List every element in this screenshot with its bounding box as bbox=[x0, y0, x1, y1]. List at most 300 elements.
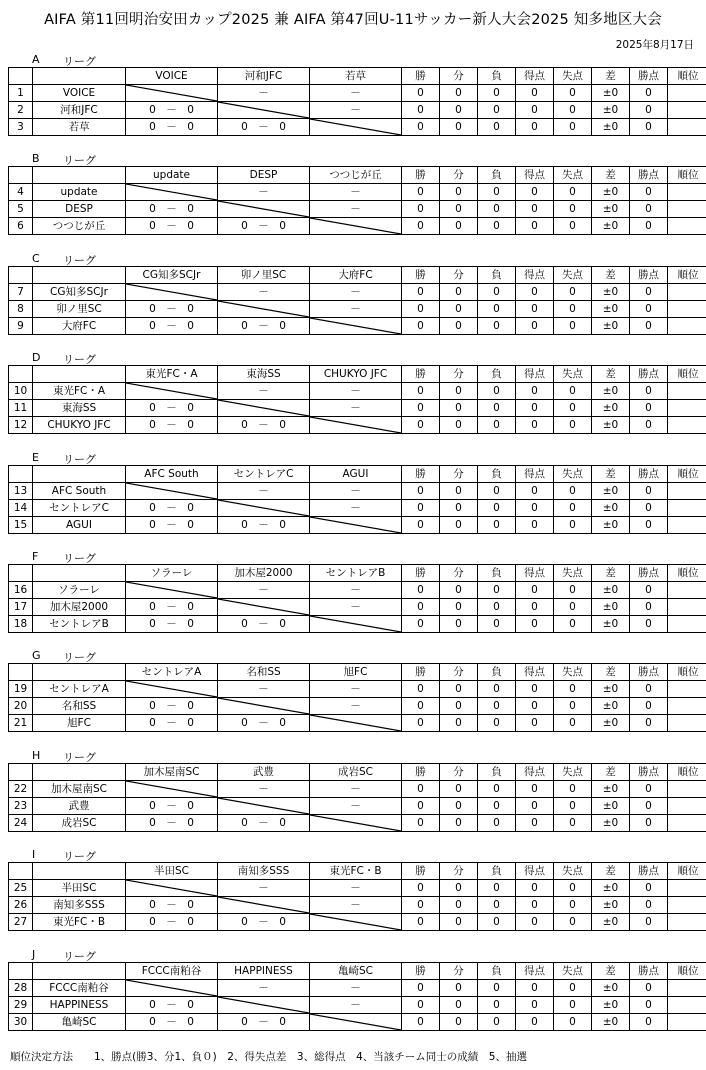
opponent-header: DESP bbox=[218, 167, 310, 184]
stat-header: 勝 bbox=[402, 366, 440, 383]
match-score-cell: 0 － 0 bbox=[126, 516, 218, 533]
team-name: VOICE bbox=[33, 85, 126, 102]
stat-header: 負 bbox=[478, 366, 516, 383]
league-c bbox=[8, 251, 698, 335]
self-match-cell bbox=[310, 715, 402, 732]
self-match-cell bbox=[218, 698, 310, 715]
self-match-cell bbox=[218, 897, 310, 914]
stat-cell bbox=[668, 516, 706, 533]
team-number: 9 bbox=[9, 317, 33, 334]
self-match-cell bbox=[126, 482, 218, 499]
stat-cell: 0 bbox=[516, 516, 554, 533]
stat-header: 負 bbox=[478, 167, 516, 184]
stat-cell: 0 bbox=[554, 780, 592, 797]
match-score-cell: 0 － 0 bbox=[126, 814, 218, 831]
stat-header: 順位 bbox=[668, 266, 706, 283]
team-name: DESP bbox=[33, 201, 126, 218]
stat-header: 順位 bbox=[668, 465, 706, 482]
pending-match-cell: － bbox=[310, 400, 402, 417]
stat-cell: 0 bbox=[402, 797, 440, 814]
stat-cell: 0 bbox=[516, 979, 554, 996]
opponent-header: update bbox=[126, 167, 218, 184]
stat-cell: 0 bbox=[630, 880, 668, 897]
stat-cell: 0 bbox=[516, 797, 554, 814]
match-score-cell: 0 － 0 bbox=[126, 119, 218, 136]
opponent-header: 名和SS bbox=[218, 664, 310, 681]
header-row bbox=[9, 167, 706, 184]
stat-cell: ±0 bbox=[592, 119, 630, 136]
stat-header: 勝 bbox=[402, 167, 440, 184]
pending-match-cell: － bbox=[310, 880, 402, 897]
corner-blank bbox=[9, 962, 33, 979]
match-score-cell: 0 － 0 bbox=[218, 516, 310, 533]
stat-cell bbox=[668, 201, 706, 218]
stat-cell: 0 bbox=[630, 599, 668, 616]
league-letter: J bbox=[32, 947, 36, 961]
stat-header: 負 bbox=[478, 863, 516, 880]
stat-cell: ±0 bbox=[592, 383, 630, 400]
stat-header: 勝 bbox=[402, 565, 440, 582]
stat-cell: ±0 bbox=[592, 979, 630, 996]
team-name: 大府FC bbox=[33, 317, 126, 334]
stat-cell: ±0 bbox=[592, 616, 630, 633]
stat-cell: 0 bbox=[516, 1013, 554, 1030]
opponent-header: セントレアA bbox=[126, 664, 218, 681]
stat-cell: 0 bbox=[516, 698, 554, 715]
league-heading bbox=[8, 251, 698, 266]
corner-blank bbox=[9, 863, 33, 880]
league-letter: F bbox=[32, 550, 39, 563]
opponent-header: 東光FC・B bbox=[310, 863, 402, 880]
stat-cell: 0 bbox=[440, 681, 478, 698]
stat-header: 負 bbox=[478, 266, 516, 283]
stat-cell: ±0 bbox=[592, 102, 630, 119]
stat-header: 差 bbox=[592, 962, 630, 979]
stat-cell: 0 bbox=[478, 814, 516, 831]
stat-header: 負 bbox=[478, 664, 516, 681]
league-i bbox=[8, 847, 698, 931]
table-row bbox=[9, 996, 706, 1013]
team-name: 亀崎SC bbox=[33, 1013, 126, 1030]
stat-header: 勝点 bbox=[630, 664, 668, 681]
stat-cell bbox=[668, 184, 706, 201]
table-row bbox=[9, 616, 706, 633]
stat-cell: 0 bbox=[402, 119, 440, 136]
stat-cell: 0 bbox=[554, 283, 592, 300]
stat-cell: 0 bbox=[630, 300, 668, 317]
stat-cell: 0 bbox=[516, 300, 554, 317]
stat-header: 失点 bbox=[554, 366, 592, 383]
team-number: 16 bbox=[9, 582, 33, 599]
team-name: 加木屋2000 bbox=[33, 599, 126, 616]
pending-match-cell: － bbox=[310, 499, 402, 516]
stat-cell: 0 bbox=[402, 616, 440, 633]
team-name: AGUI bbox=[33, 516, 126, 533]
stat-cell: 0 bbox=[630, 184, 668, 201]
pending-match-cell: － bbox=[310, 283, 402, 300]
corner-blank bbox=[9, 664, 33, 681]
stat-cell: 0 bbox=[440, 814, 478, 831]
team-number: 29 bbox=[9, 996, 33, 1013]
stat-cell: 0 bbox=[554, 996, 592, 1013]
stat-cell: 0 bbox=[630, 979, 668, 996]
stat-cell: 0 bbox=[402, 201, 440, 218]
table-row bbox=[9, 797, 706, 814]
header-row bbox=[9, 962, 706, 979]
stat-header: 順位 bbox=[668, 863, 706, 880]
stat-cell: 0 bbox=[516, 417, 554, 434]
stat-cell bbox=[668, 1013, 706, 1030]
stat-cell: 0 bbox=[440, 880, 478, 897]
stat-cell: 0 bbox=[440, 1013, 478, 1030]
stat-header: 分 bbox=[440, 167, 478, 184]
league-label: リーグ bbox=[63, 850, 96, 864]
match-score-cell: 0 － 0 bbox=[126, 616, 218, 633]
team-number: 22 bbox=[9, 780, 33, 797]
league-letter: I bbox=[32, 848, 36, 862]
stat-cell: ±0 bbox=[592, 218, 630, 235]
corner-blank bbox=[9, 68, 33, 85]
team-number: 23 bbox=[9, 797, 33, 814]
stat-header: 分 bbox=[440, 863, 478, 880]
stat-header: 分 bbox=[440, 266, 478, 283]
league-d bbox=[8, 350, 698, 434]
table-row bbox=[9, 317, 706, 334]
stat-cell: 0 bbox=[478, 914, 516, 931]
pending-match-cell: － bbox=[310, 599, 402, 616]
league-label: リーグ bbox=[63, 55, 96, 68]
stat-cell: 0 bbox=[516, 599, 554, 616]
self-match-cell bbox=[126, 780, 218, 797]
self-match-cell bbox=[310, 616, 402, 633]
page-title: AIFA 第11回明治安田カップ2025 兼 AIFA 第47回U-11サッカー新人大会2025 知多地区大会 bbox=[44, 12, 662, 28]
match-score-cell: 0 － 0 bbox=[218, 1013, 310, 1030]
team-number: 10 bbox=[9, 383, 33, 400]
stat-cell: 0 bbox=[516, 715, 554, 732]
match-score-cell: 0 － 0 bbox=[126, 102, 218, 119]
table-row bbox=[9, 880, 706, 897]
team-name: 成岩SC bbox=[33, 814, 126, 831]
stat-cell: 0 bbox=[554, 383, 592, 400]
standings-table bbox=[8, 962, 706, 1031]
stat-header: 勝 bbox=[402, 763, 440, 780]
stat-cell: 0 bbox=[630, 914, 668, 931]
stat-cell: 0 bbox=[630, 996, 668, 1013]
self-match-cell bbox=[126, 681, 218, 698]
table-row bbox=[9, 979, 706, 996]
table-row bbox=[9, 914, 706, 931]
match-score-cell: 0 － 0 bbox=[126, 599, 218, 616]
table-row bbox=[9, 85, 706, 102]
pending-match-cell: － bbox=[310, 482, 402, 499]
opponent-header: AFC South bbox=[126, 465, 218, 482]
stat-header: 分 bbox=[440, 366, 478, 383]
league-heading bbox=[8, 151, 698, 166]
corner-blank bbox=[9, 366, 33, 383]
opponent-header: 若草 bbox=[310, 68, 402, 85]
league-a bbox=[8, 52, 698, 136]
stat-header: 勝点 bbox=[630, 863, 668, 880]
stat-header: 差 bbox=[592, 68, 630, 85]
match-score-cell: 0 － 0 bbox=[126, 300, 218, 317]
stat-cell: 0 bbox=[554, 417, 592, 434]
stat-cell: 0 bbox=[402, 897, 440, 914]
league-b bbox=[8, 151, 698, 235]
pending-match-cell: － bbox=[310, 979, 402, 996]
stat-header: 得点 bbox=[516, 664, 554, 681]
corner-blank bbox=[33, 167, 126, 184]
table-row bbox=[9, 516, 706, 533]
league-heading bbox=[8, 847, 698, 862]
stat-cell: 0 bbox=[554, 400, 592, 417]
stat-cell: 0 bbox=[478, 979, 516, 996]
stat-header: 分 bbox=[440, 465, 478, 482]
self-match-cell bbox=[310, 317, 402, 334]
stat-cell: 0 bbox=[478, 516, 516, 533]
opponent-header: AGUI bbox=[310, 465, 402, 482]
table-row bbox=[9, 102, 706, 119]
stat-cell: 0 bbox=[440, 715, 478, 732]
stat-header: 勝点 bbox=[630, 465, 668, 482]
stat-cell: 0 bbox=[440, 914, 478, 931]
opponent-header: セントレアB bbox=[310, 565, 402, 582]
corner-blank bbox=[9, 167, 33, 184]
league-heading bbox=[8, 350, 698, 365]
match-score-cell: 0 － 0 bbox=[218, 715, 310, 732]
stat-cell: 0 bbox=[554, 698, 592, 715]
team-name: 東光FC・A bbox=[33, 383, 126, 400]
stat-cell bbox=[668, 698, 706, 715]
stat-cell bbox=[668, 880, 706, 897]
league-label: リーグ bbox=[63, 651, 96, 665]
stat-cell: 0 bbox=[554, 218, 592, 235]
match-score-cell: 0 － 0 bbox=[218, 417, 310, 434]
standings-table bbox=[8, 266, 706, 335]
stat-cell: 0 bbox=[478, 681, 516, 698]
standings-table bbox=[8, 365, 706, 434]
stat-cell: 0 bbox=[402, 102, 440, 119]
opponent-header: FCCC南粕谷 bbox=[126, 962, 218, 979]
stat-cell: 0 bbox=[516, 897, 554, 914]
team-number: 4 bbox=[9, 184, 33, 201]
team-number: 13 bbox=[9, 482, 33, 499]
stat-cell: 0 bbox=[402, 218, 440, 235]
opponent-header: つつじが丘 bbox=[310, 167, 402, 184]
standings-table bbox=[8, 166, 706, 235]
stat-cell: 0 bbox=[516, 582, 554, 599]
stat-cell: 0 bbox=[402, 85, 440, 102]
pending-match-cell: － bbox=[310, 85, 402, 102]
stat-cell: 0 bbox=[630, 119, 668, 136]
stat-header: 順位 bbox=[668, 68, 706, 85]
stat-cell: 0 bbox=[630, 283, 668, 300]
stat-cell: 0 bbox=[630, 516, 668, 533]
stat-header: 負 bbox=[478, 465, 516, 482]
team-name: 旭FC bbox=[33, 715, 126, 732]
stat-cell: 0 bbox=[516, 499, 554, 516]
stat-cell: 0 bbox=[402, 780, 440, 797]
stat-cell: ±0 bbox=[592, 996, 630, 1013]
table-row bbox=[9, 1013, 706, 1030]
stat-cell: 0 bbox=[516, 681, 554, 698]
team-number: 18 bbox=[9, 616, 33, 633]
team-number: 2 bbox=[9, 102, 33, 119]
stat-cell: 0 bbox=[516, 201, 554, 218]
match-score-cell: 0 － 0 bbox=[218, 317, 310, 334]
team-number: 24 bbox=[9, 814, 33, 831]
opponent-header: 河和JFC bbox=[218, 68, 310, 85]
stat-header: 失点 bbox=[554, 763, 592, 780]
stat-cell bbox=[668, 102, 706, 119]
stat-header: 失点 bbox=[554, 565, 592, 582]
league-letter: C bbox=[32, 251, 40, 265]
stat-cell: 0 bbox=[554, 85, 592, 102]
table-row bbox=[9, 283, 706, 300]
stat-cell bbox=[668, 897, 706, 914]
pending-match-cell: － bbox=[218, 582, 310, 599]
stat-cell: 0 bbox=[440, 516, 478, 533]
team-name: ソラーレ bbox=[33, 582, 126, 599]
league-letter: B bbox=[32, 152, 40, 166]
league-label: リーグ bbox=[63, 949, 96, 963]
opponent-header: セントレアC bbox=[218, 465, 310, 482]
stat-cell: 0 bbox=[440, 897, 478, 914]
stat-cell: 0 bbox=[630, 797, 668, 814]
stat-cell: 0 bbox=[478, 499, 516, 516]
self-match-cell bbox=[218, 102, 310, 119]
stat-cell: 0 bbox=[630, 201, 668, 218]
team-number: 30 bbox=[9, 1013, 33, 1030]
league-label: リーグ bbox=[63, 253, 96, 267]
pending-match-cell: － bbox=[310, 897, 402, 914]
stat-cell: 0 bbox=[516, 616, 554, 633]
stat-header: 負 bbox=[478, 68, 516, 85]
stat-cell: 0 bbox=[440, 102, 478, 119]
stat-cell: 0 bbox=[402, 499, 440, 516]
stat-header: 得点 bbox=[516, 863, 554, 880]
table-row bbox=[9, 300, 706, 317]
opponent-header: HAPPINESS bbox=[218, 962, 310, 979]
stat-cell: 0 bbox=[440, 499, 478, 516]
league-heading bbox=[8, 748, 698, 763]
self-match-cell bbox=[218, 797, 310, 814]
stat-cell: 0 bbox=[440, 400, 478, 417]
self-match-cell bbox=[218, 996, 310, 1013]
self-match-cell bbox=[126, 283, 218, 300]
stat-cell: 0 bbox=[402, 914, 440, 931]
stat-cell: 0 bbox=[630, 1013, 668, 1030]
match-score-cell: 0 － 0 bbox=[126, 715, 218, 732]
header-row bbox=[9, 366, 706, 383]
standings-table bbox=[8, 564, 706, 633]
match-score-cell: 0 － 0 bbox=[126, 897, 218, 914]
stat-cell: 0 bbox=[402, 681, 440, 698]
stat-cell: 0 bbox=[554, 516, 592, 533]
stat-cell: ±0 bbox=[592, 482, 630, 499]
stat-cell: 0 bbox=[630, 780, 668, 797]
stat-cell: ±0 bbox=[592, 897, 630, 914]
opponent-header: 東海SS bbox=[218, 366, 310, 383]
stat-cell: 0 bbox=[402, 482, 440, 499]
stat-cell: 0 bbox=[630, 897, 668, 914]
stat-cell: 0 bbox=[516, 102, 554, 119]
header-row bbox=[9, 565, 706, 582]
stat-header: 負 bbox=[478, 962, 516, 979]
match-score-cell: 0 － 0 bbox=[218, 119, 310, 136]
stat-header: 勝 bbox=[402, 266, 440, 283]
table-row bbox=[9, 119, 706, 136]
stat-cell: 0 bbox=[478, 698, 516, 715]
table-row bbox=[9, 482, 706, 499]
stat-cell: 0 bbox=[554, 979, 592, 996]
team-name: update bbox=[33, 184, 126, 201]
team-number: 20 bbox=[9, 698, 33, 715]
stat-header: 勝 bbox=[402, 962, 440, 979]
opponent-header: 加木屋2000 bbox=[218, 565, 310, 582]
stat-header: 順位 bbox=[668, 366, 706, 383]
stat-cell: 0 bbox=[554, 482, 592, 499]
match-score-cell: 0 － 0 bbox=[218, 914, 310, 931]
team-number: 25 bbox=[9, 880, 33, 897]
stat-cell: 0 bbox=[630, 102, 668, 119]
stat-cell: 0 bbox=[630, 218, 668, 235]
stat-cell: ±0 bbox=[592, 914, 630, 931]
table-row bbox=[9, 201, 706, 218]
self-match-cell bbox=[126, 582, 218, 599]
team-number: 21 bbox=[9, 715, 33, 732]
team-number: 12 bbox=[9, 417, 33, 434]
stat-cell: 0 bbox=[440, 184, 478, 201]
header-row bbox=[9, 664, 706, 681]
table-row bbox=[9, 499, 706, 516]
match-score-cell: 0 － 0 bbox=[126, 417, 218, 434]
team-name: 半田SC bbox=[33, 880, 126, 897]
stat-cell: ±0 bbox=[592, 516, 630, 533]
stat-cell: 0 bbox=[630, 814, 668, 831]
stat-cell: 0 bbox=[554, 300, 592, 317]
team-number: 11 bbox=[9, 400, 33, 417]
league-letter: H bbox=[32, 748, 41, 762]
league-label: リーグ bbox=[63, 552, 96, 565]
stat-cell: 0 bbox=[630, 616, 668, 633]
stat-cell: 0 bbox=[554, 1013, 592, 1030]
corner-blank bbox=[33, 962, 126, 979]
stat-cell bbox=[668, 218, 706, 235]
stat-cell: 0 bbox=[402, 184, 440, 201]
team-name: 名和SS bbox=[33, 698, 126, 715]
stat-cell: 0 bbox=[440, 317, 478, 334]
league-letter: G bbox=[32, 649, 41, 663]
stat-header: 勝 bbox=[402, 465, 440, 482]
league-g bbox=[8, 648, 698, 732]
table-row bbox=[9, 383, 706, 400]
opponent-header: 武豊 bbox=[218, 763, 310, 780]
match-score-cell: 0 － 0 bbox=[218, 616, 310, 633]
stat-header: 勝点 bbox=[630, 962, 668, 979]
stat-cell: 0 bbox=[554, 616, 592, 633]
stat-cell: 0 bbox=[402, 400, 440, 417]
stat-cell: 0 bbox=[554, 102, 592, 119]
team-name: 武豊 bbox=[33, 797, 126, 814]
stat-cell: 0 bbox=[630, 681, 668, 698]
team-number: 5 bbox=[9, 201, 33, 218]
stat-cell: 0 bbox=[402, 300, 440, 317]
stat-cell: ±0 bbox=[592, 184, 630, 201]
stat-header: 順位 bbox=[668, 763, 706, 780]
table-row bbox=[9, 715, 706, 732]
stat-cell: 0 bbox=[402, 996, 440, 1013]
stat-cell: 0 bbox=[516, 482, 554, 499]
